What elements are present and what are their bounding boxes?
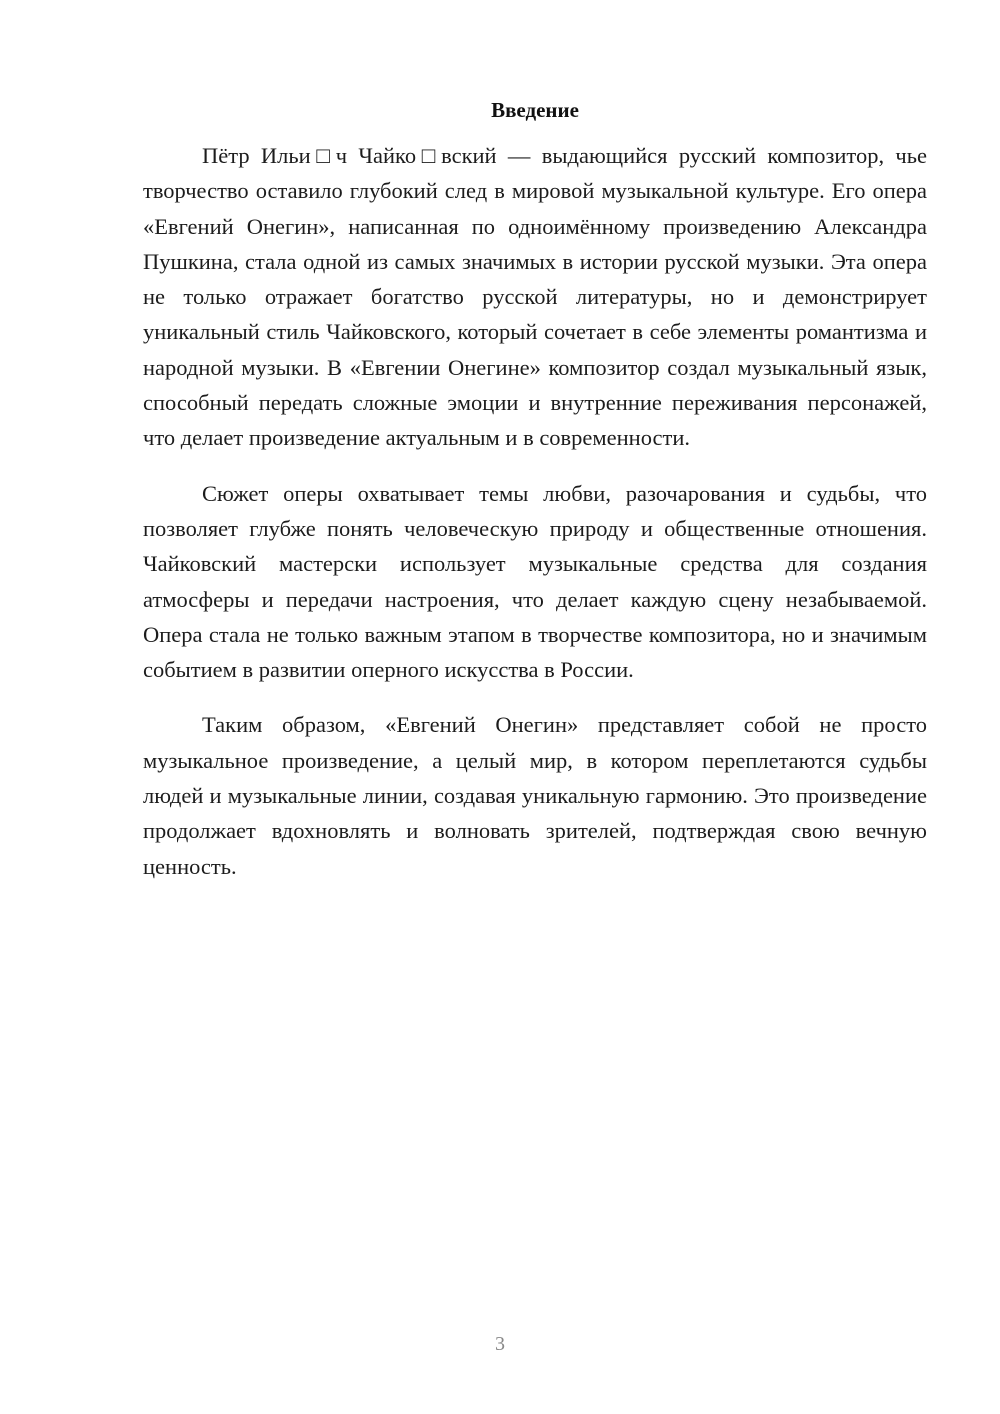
paragraph-plot: Сюжет оперы охватывает темы любви, разочарования и судьбы, что позволяет глубже понять человеческую природу и общественные отношения. Чайковский мастерски использует музыкальные средства для создания атмосферы и передачи настроения, что делает каждую сцену незабываемой. Опера стала не только важным этапом в творчестве композитора, но и значимым событием в развитии оперного искусства в России. bbox=[143, 480, 933, 683]
page-number: 3 bbox=[495, 1333, 505, 1355]
paragraph-conclusion: Таким образом, «Евгений Онегин» представляет собой не просто музыкальное произведение, а целый мир, в котором переплетаются судьбы людей и музыкальные линии, создавая уникальную гармонию. Это произведение продолжает вдохновлять и волновать зрителей, подтверждая свою вечную ценность. bbox=[143, 712, 933, 879]
page-content bbox=[143, 95, 933, 904]
section-title: Введение bbox=[491, 98, 579, 122]
paragraph-intro: Пётр Ильи□ч Чайко□вский — выдающийся русский композитор, чье творчество оставило глубокий след в мировой музыкальной культуре. Его опера «Евгений Онегин», написанная по одноимённому произведению Александра Пушкина, стала одной из самых значимых в истории русской музыки. Эта опера не только отражает богатство русской литературы, но и демонстрирует уникальный стиль Чайковского, который сочетает в себе элементы романтизма и народной музыки. В «Евгении Онегине» композитор создал музыкальный язык, способный передать сложные эмоции и внутренние переживания персонажей, что делает произведение актуальным и в современности. bbox=[143, 143, 933, 451]
